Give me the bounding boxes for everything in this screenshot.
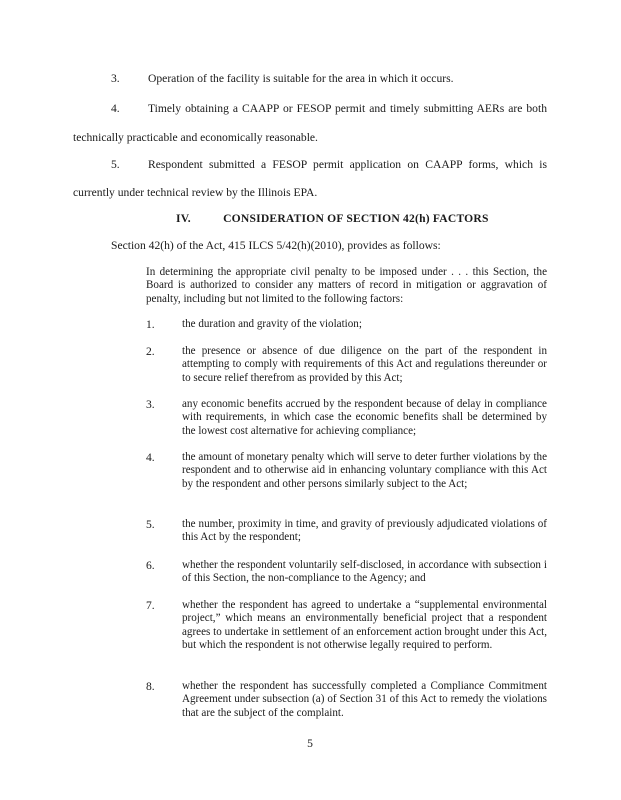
- section-heading: [176, 212, 489, 225]
- factor-number: 6.: [146, 559, 155, 572]
- finding-text-continued: technically practicable and economically reasonable.: [73, 131, 318, 144]
- finding-number: 5.: [111, 158, 120, 171]
- factor-text: whether the respondent voluntarily self-disclosed, in accordance with subsection i of this Section, the non-compliance to the Agency; and: [182, 559, 547, 585]
- factor-number: 5.: [146, 518, 155, 531]
- factor-text: the presence or absence of due diligence on the part of the respondent in attempting to comply with requirements of this Act and regulations thereunder or to secure relief therefrom as provided by this Act;: [182, 345, 547, 384]
- factor-text: whether the respondent has successfully completed a Compliance Commitment Agreement under subsection (a) of Section 31 of this Act to remedy the violations that are the subject of the complaint.: [182, 680, 547, 719]
- factor-text: the number, proximity in time, and gravity of previously adjudicated violations of this Act by the respondent;: [182, 518, 547, 544]
- finding-text: Operation of the facility is suitable for the area in which it occurs.: [148, 72, 454, 85]
- quote-intro: In determining the appropriate civil penalty to be imposed under . . . this Section, the Board is authorized to consider any matters of record in mitigation or aggravation of penalty, including but not limited to the following factors:: [146, 266, 547, 305]
- finding-number: 4.: [111, 102, 120, 115]
- factor-number: 4.: [146, 451, 155, 464]
- finding-number: 3.: [111, 72, 120, 85]
- factor-text: any economic benefits accrued by the respondent because of delay in compliance with requirements, in which case the economic benefits shall be determined by the lowest cost alternative for achieving compliance;: [182, 398, 547, 437]
- section-numeral: IV.: [176, 212, 191, 225]
- factor-text: the amount of monetary penalty which will serve to deter further violations by the respondent and to otherwise aid in enhancing voluntary compliance with this Act by the respondent and other persons similarly subject to the Act;: [182, 451, 547, 490]
- section-title: CONSIDERATION OF SECTION 42(h) FACTORS: [223, 212, 489, 225]
- finding-text: Respondent submitted a FESOP permit application on CAAPP forms, which is: [148, 158, 547, 171]
- intro-text: Section 42(h) of the Act, 415 ILCS 5/42(h)(2010), provides as follows:: [111, 239, 441, 252]
- factor-number: 2.: [146, 345, 155, 358]
- factor-number: 7.: [146, 599, 155, 612]
- finding-text: Timely obtaining a CAAPP or FESOP permit and timely submitting AERs are both: [148, 102, 547, 115]
- factor-text: the duration and gravity of the violation;: [182, 318, 362, 330]
- page-number: 5: [307, 737, 313, 750]
- factor-number: 8.: [146, 680, 155, 693]
- finding-text-continued: currently under technical review by the Illinois EPA.: [73, 186, 318, 199]
- factor-number: 3.: [146, 398, 155, 411]
- factor-number: 1.: [146, 318, 155, 331]
- factor-text: whether the respondent has agreed to undertake a “supplemental environmental project,” which means an environmentally beneficial project that a respondent agrees to undertake in settlement of an enforcement action brought under this Act, but which the respondent is not otherwise legally required to perform.: [182, 599, 547, 651]
